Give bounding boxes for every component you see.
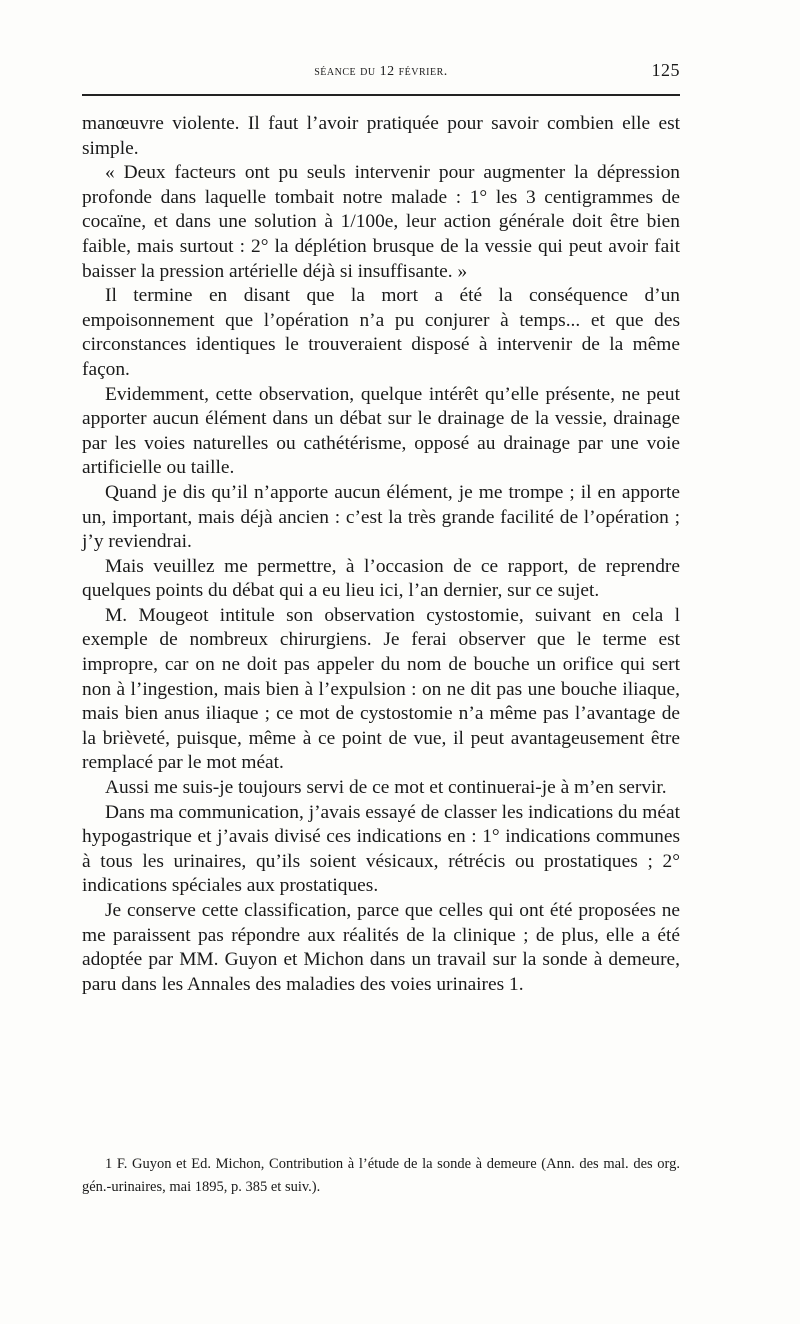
page-number: 125 (651, 60, 680, 80)
paragraph: Dans ma communication, j’avais essayé de classer les indications du méat hypogastrique et j’avais divisé ces indications en : 1° indications communes à tous les urinaires, qu’ils soient vésicaux, rétrécis ou prostatiques ; 2° indications spéciales aux prostatiques. (82, 801, 680, 897)
paragraph: Mais veuillez me permettre, à l’occasion de ce rapport, de reprendre quelques points du débat qui a eu lieu ici, l’an dernier, sur ce sujet. (82, 555, 680, 602)
paragraph: manœuvre violente. Il faut l’avoir pratiquée pour savoir combien elle est simple. (82, 113, 680, 159)
footnote-text: 1 F. Guyon et Ed. Michon, Contribution à l’étude de la sonde à demeure (Ann. des mal. des org. gén.-urinaires, mai 1895, p. 385 et suiv.). (82, 1156, 680, 1195)
header-rule (82, 94, 680, 96)
paragraph: Quand je dis qu’il n’apporte aucun élément, je me trompe ; il en apporte un, important, mais déjà ancien : c’est la très grande facilité de l’opération ; j’y reviendrai. (82, 481, 680, 553)
running-header (82, 58, 680, 88)
paragraph: Il termine en disant que la mort a été la conséquence d’un empoisonnement que l’opération n’a pu conjurer à temps... et que des circonstances identiques le trouveraient disposé à intervenir de la même façon. (82, 285, 680, 380)
paragraph: Je conserve cette classification, parce que celles qui ont été proposées ne me paraissent pas répondre aux réalités de la clinique ; de plus, elle a été adoptée par MM. Guyon et Michon dans un travail sur la sonde à demeure, paru dans les Annales des maladies des voies urinaires 1. (82, 900, 680, 995)
body-text (82, 112, 680, 997)
running-title: séance du 12 février. (314, 64, 448, 79)
paragraph: M. Mougeot intitule son observation cystostomie, suivant en cela l exemple de nombreux chirurgiens. Je ferai observer que le terme est impropre, car on ne doit pas appeler du nom de bouche un orifice qui sert non à l’ingestion, mais bien à l’expulsion : on ne dit pas une bouche iliaque, mais bien anus iliaque ; ce mot de cystostomie n’a même pas l’avantage de la brièveté, puisque, même à ce point de vue, il peut avantageusement être remplacé par le mot méat. (82, 604, 680, 774)
footnote (82, 1153, 680, 1199)
paragraph: Evidemment, cette observation, quelque intérêt qu’elle présente, ne peut apporter aucun élément dans un débat sur le drainage de la vessie, drainage par les voies naturelles ou cathétérisme, opposé au drainage par une voie artificielle ou taille. (82, 383, 680, 479)
paragraph: « Deux facteurs ont pu seuls intervenir pour augmenter la dépression profonde dans laquelle tombait notre malade : 1° les 3 centigrammes de cocaïne, et dans une solution à 1/100e, leur action générale doit être bien faible, mais surtout : 2° la déplétion brusque de la vessie qui peut avoir fait baisser la pression artérielle déjà si insuffisante. » (82, 162, 680, 282)
paragraph: Aussi me suis-je toujours servi de ce mot et continuerai-je à m’en servir. (105, 777, 667, 799)
